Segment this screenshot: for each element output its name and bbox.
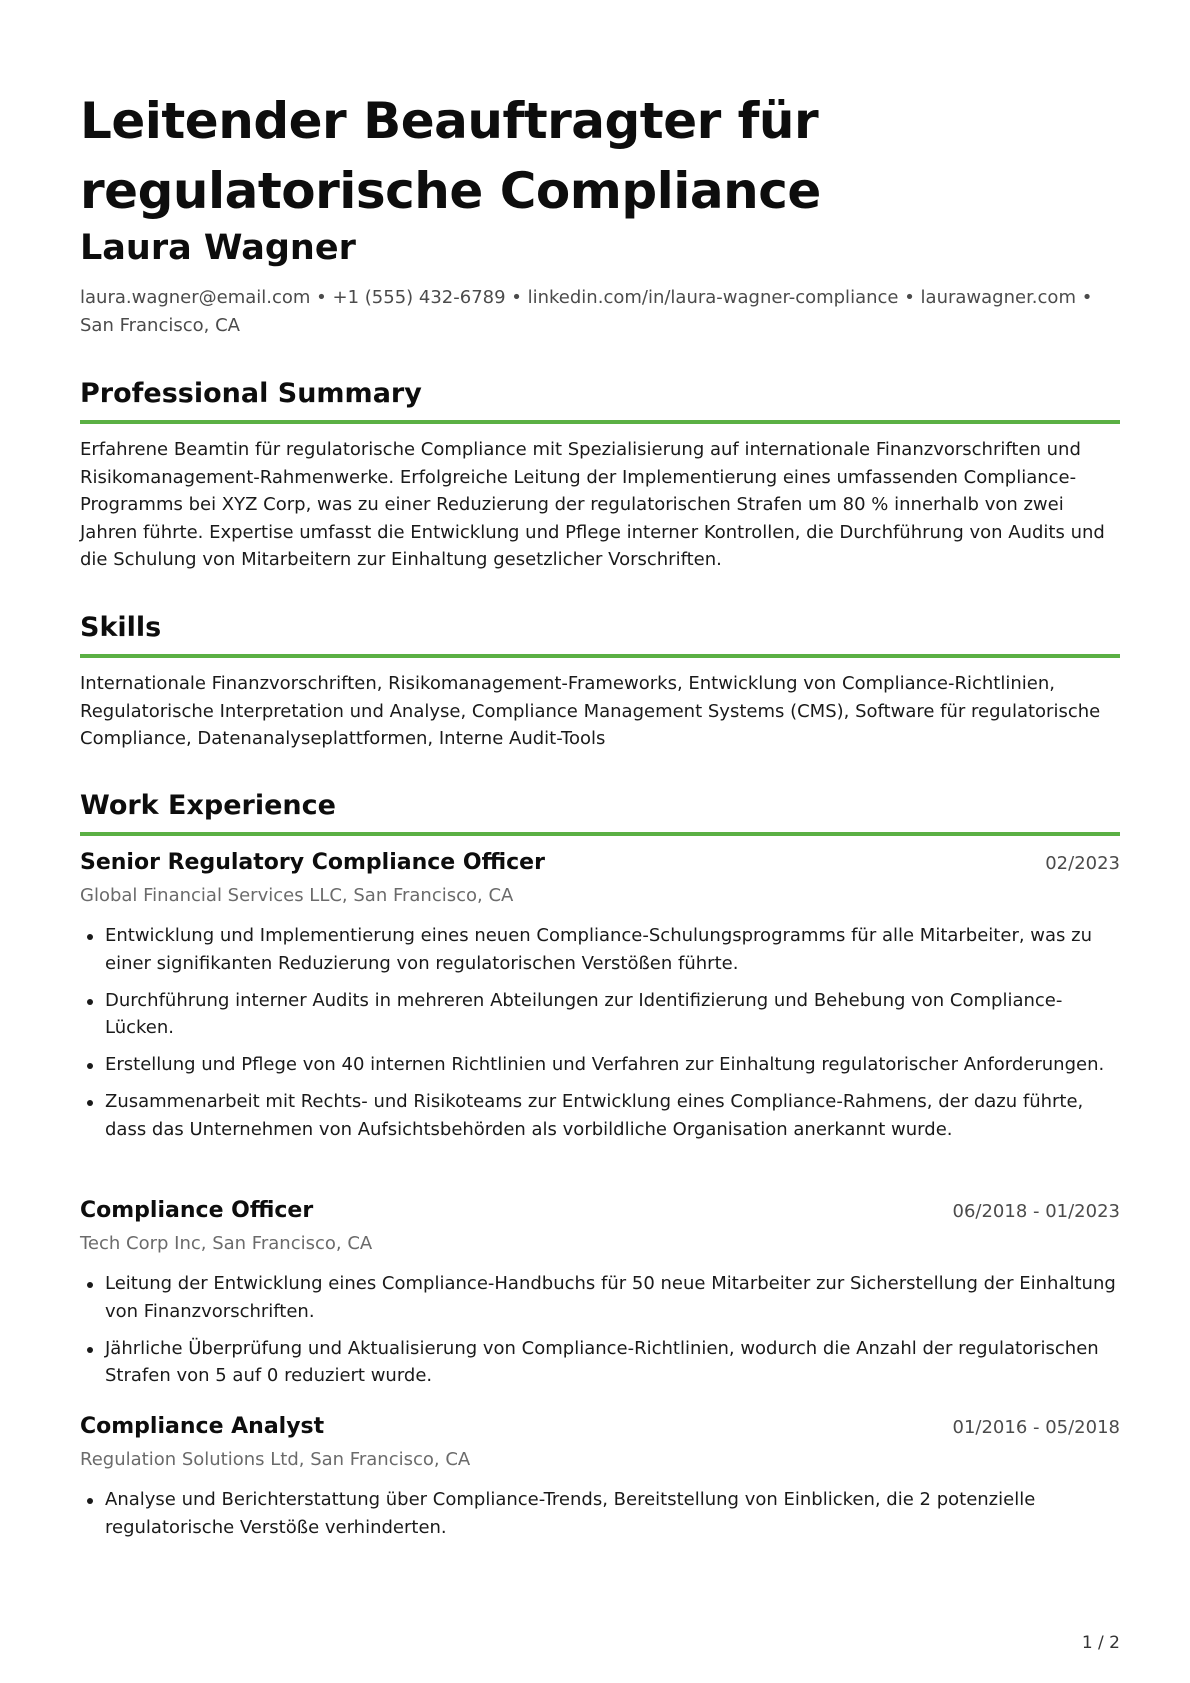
bullet-icon — [87, 1063, 93, 1069]
bullet-text: Jährliche Überprüfung und Aktualisierung von Compliance-Richtlinien, wodurch die Anzahl der regulatorischen Strafen von 5 auf 0 reduziert wurde. — [105, 1337, 1099, 1386]
bullet-icon — [87, 934, 93, 940]
summary-heading: Professional Summary — [80, 378, 422, 409]
bullet-icon — [87, 1100, 93, 1106]
bullet-icon — [87, 1498, 93, 1504]
job-bullets — [80, 1486, 1120, 1541]
job-bullets — [80, 922, 1120, 1143]
bullet-item — [80, 1335, 1120, 1390]
bullet-text: Durchführung interner Audits in mehreren Abteilungen zur Identifizierung und Behebung von Compliance-Lücken. — [105, 989, 1063, 1038]
bullet-text: Leitung der Entwicklung eines Compliance-Handbuchs für 50 neue Mitarbeiter zur Sicherstellung der Einhaltung von Finanzvorschriften. — [105, 1273, 1116, 1322]
bullet-text: Analyse und Berichterstattung über Compliance-Trends, Bereitstellung von Einblicken, die 2 potenzielle regulatorische Verstöße verhinderten. — [105, 1489, 1036, 1538]
bullet-text: Zusammenarbeit mit Rechts- und Risikoteams zur Entwicklung eines Compliance-Rahmens, der dazu führte, dass das Unternehmen von Aufsichtsbehörden als vorbildliche Organisation anerkannt wurde. — [105, 1091, 1084, 1140]
job-title: Compliance Officer — [80, 1198, 314, 1223]
bullet-text: Entwicklung und Implementierung eines neuen Compliance-Schulungsprogramms für alle Mitarbeiter, was zu einer signifikanten Reduzierung von regulatorischen Verstößen führte. — [105, 925, 1092, 974]
job-title: Compliance Analyst — [80, 1414, 325, 1439]
candidate-name: Laura Wagner — [80, 228, 356, 268]
job-entry — [80, 850, 1120, 1153]
job-entry — [80, 1198, 1120, 1399]
contact-info: laura.wagner@email.com • +1 (555) 432-6789 • linkedin.com/in/laura-wagner-compliance • laurawagner.com • San Francisco, CA — [80, 287, 1093, 336]
bullet-item — [80, 987, 1120, 1042]
skills-section-header — [80, 608, 1120, 658]
job-organization: Global Financial Services LLC, San Francisco, CA — [80, 885, 514, 906]
bullet-icon — [87, 1282, 93, 1288]
summary-section-header — [80, 374, 1120, 424]
bullet-item — [80, 922, 1120, 977]
job-entry — [80, 1414, 1120, 1551]
job-date: 02/2023 — [1045, 853, 1120, 874]
summary-text: Erfahrene Beamtin für regulatorische Compliance mit Spezialisierung auf internationale Finanzvorschriften und Risikomanagement-Rahmenwerke. Erfolgreiche Leitung der Implementierung eines umfassenden Compliance-Programms bei XYZ Corp, was zu einer Reduzierung der regulatorischen Strafen um 80 % innerhalb von zwei Jahren führte. Expertise umfasst die Entwicklung und Pflege interner Kontrollen, die Durchführung von Audits und die Schulung von Mitarbeitern zur Einhaltung gesetzlicher Vorschriften. — [80, 439, 1105, 570]
job-organization: Regulation Solutions Ltd, San Francisco, CA — [80, 1449, 471, 1470]
job-title: Senior Regulatory Compliance Officer — [80, 850, 545, 875]
bullet-item — [80, 1088, 1120, 1143]
bullet-text: Erstellung und Pflege von 40 internen Richtlinien und Verfahren zur Einhaltung regulatorischer Anforderungen. — [105, 1054, 1105, 1075]
resume-title: Leitender Beauftragter für regulatorische Compliance — [80, 92, 821, 220]
bullet-icon — [87, 1347, 93, 1353]
bullet-item — [80, 1051, 1120, 1079]
job-bullets — [80, 1270, 1120, 1390]
skills-heading: Skills — [80, 612, 162, 643]
experience-heading: Work Experience — [80, 790, 336, 821]
job-date: 01/2016 - 05/2018 — [952, 1417, 1120, 1438]
bullet-item — [80, 1486, 1120, 1541]
page-number: 1 / 2 — [1081, 1633, 1120, 1653]
skills-text: Internationale Finanzvorschriften, Risikomanagement-Frameworks, Entwicklung von Compliance-Richtlinien, Regulatorische Interpretation und Analyse, Compliance Management Systems (CMS), Software für regulatorische Compliance, Datenanalyseplattformen, Interne Audit-Tools — [80, 673, 1101, 749]
experience-section-header — [80, 786, 1120, 836]
bullet-icon — [87, 999, 93, 1005]
bullet-item — [80, 1270, 1120, 1325]
job-date: 06/2018 - 01/2023 — [952, 1201, 1120, 1222]
job-organization: Tech Corp Inc, San Francisco, CA — [80, 1233, 373, 1254]
